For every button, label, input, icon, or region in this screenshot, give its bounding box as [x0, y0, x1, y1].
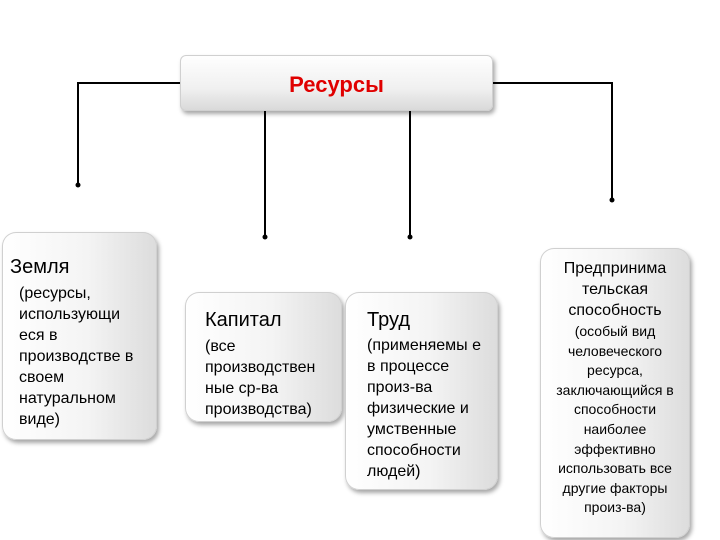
connector-land-arrow [76, 183, 81, 188]
connector-land [78, 83, 180, 183]
node-capital-title: Капитал [205, 309, 282, 331]
connector-entrepreneurship [493, 83, 612, 198]
node-entrepreneurship [540, 248, 690, 538]
connector-capital-arrow [263, 235, 268, 240]
node-land-title: Земля [10, 256, 70, 278]
node-land [2, 232, 157, 440]
node-entrepreneurship-title: Предпринима тельская способность [563, 260, 667, 319]
connector-entrepreneurship-arrow [610, 198, 615, 203]
node-labor-desc: (применяемы е в процессе произ-ва физические и умственные способности людей) [367, 337, 481, 480]
root-node [180, 55, 493, 111]
node-labor [345, 292, 498, 490]
root-title: Ресурсы [289, 72, 384, 97]
node-land-desc: (ресурсы, использующи еся в производстве в своем натуральном виде) [19, 285, 134, 428]
connector-labor-arrow [408, 235, 413, 240]
node-capital-desc: (все производствен ные ср-ва производства) [205, 338, 316, 418]
node-capital [185, 292, 342, 422]
node-labor-title: Труд [367, 309, 410, 331]
node-entrepreneurship-desc: (особый вид человеческого ресурса, заключающийся в способности наиболее эффективно использовать все другие факторы произ-ва) [556, 323, 674, 516]
